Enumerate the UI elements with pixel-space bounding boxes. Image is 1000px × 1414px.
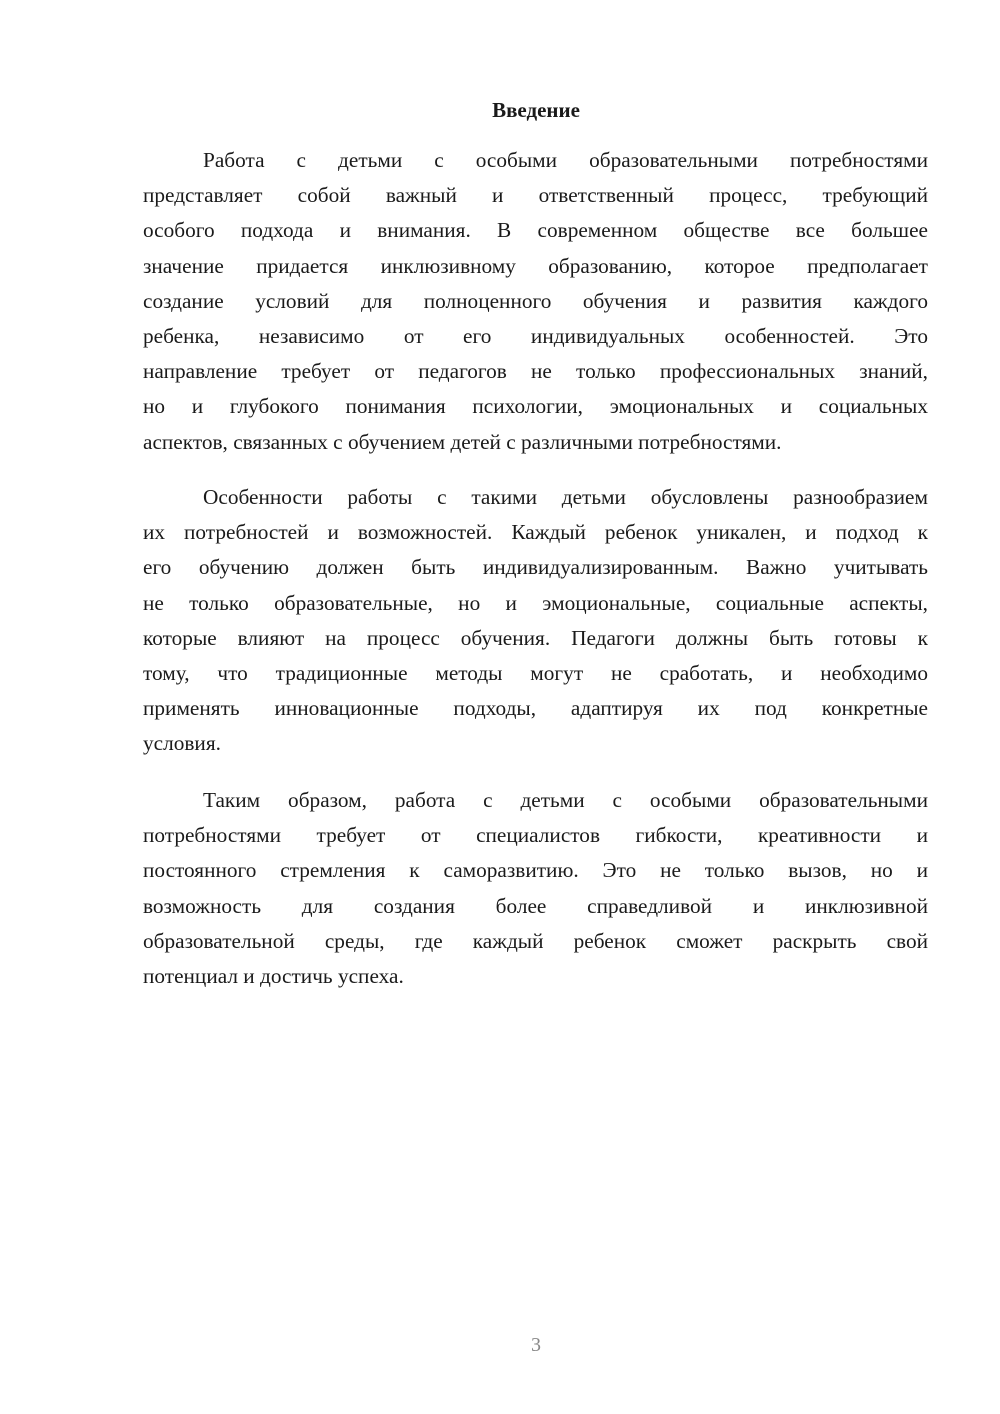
paragraph-2	[143, 480, 928, 762]
text-line: постоянного стремления к саморазвитию. Это не только вызов, но и	[143, 858, 928, 883]
text-line: создание условий для полноценного обучения и развития каждого	[143, 288, 928, 313]
text-line: направление требует от педагогов не только профессиональных знаний,	[143, 359, 928, 384]
text-line: потребностями требует от специалистов гибкости, креативности и	[143, 823, 928, 848]
text-line: которые влияют на процесс обучения. Педагоги должны быть готовы к	[143, 625, 928, 650]
text-line: Работа с детьми с особыми образовательными потребностями	[203, 148, 928, 172]
text-line: применять инновационные подходы, адаптируя их под конкретные	[143, 696, 928, 721]
text-line: представляет собой важный и ответственный процесс, требующий	[143, 183, 928, 208]
text-line: их потребностей и возможностей. Каждый ребенок уникален, и подход к	[143, 520, 928, 545]
text-line: значение придается инклюзивному образованию, которое предполагает	[143, 253, 928, 278]
text-line: потенциал и достичь успеха.	[143, 963, 404, 988]
text-line: но и глубокого понимания психологии, эмоциональных и социальных	[143, 394, 928, 419]
text-line: особого подхода и внимания. В современном обществе все большее	[143, 218, 928, 243]
text-line: Особенности работы с такими детьми обусловлены разнообразием	[203, 485, 928, 509]
page-number: 3	[531, 1334, 541, 1356]
paragraph-1	[143, 143, 928, 460]
text-line: его обучению должен быть индивидуализированным. Важно учитывать	[143, 555, 928, 580]
section-heading: Введение	[492, 98, 580, 122]
paragraph-3	[143, 783, 928, 994]
text-line: аспектов, связанных с обучением детей с различными потребностями.	[143, 429, 782, 454]
text-line: возможность для создания более справедливой и инклюзивной	[143, 893, 928, 918]
text-line: не только образовательные, но и эмоциональные, социальные аспекты,	[143, 590, 928, 615]
text-line: образовательной среды, где каждый ребенок сможет раскрыть свой	[143, 928, 928, 953]
text-line: тому, что традиционные методы могут не сработать, и необходимо	[143, 660, 928, 685]
text-line: ребенка, независимо от его индивидуальных особенностей. Это	[143, 323, 928, 348]
text-line: Таким образом, работа с детьми с особыми образовательными	[203, 788, 928, 812]
text-line: условия.	[143, 731, 221, 756]
